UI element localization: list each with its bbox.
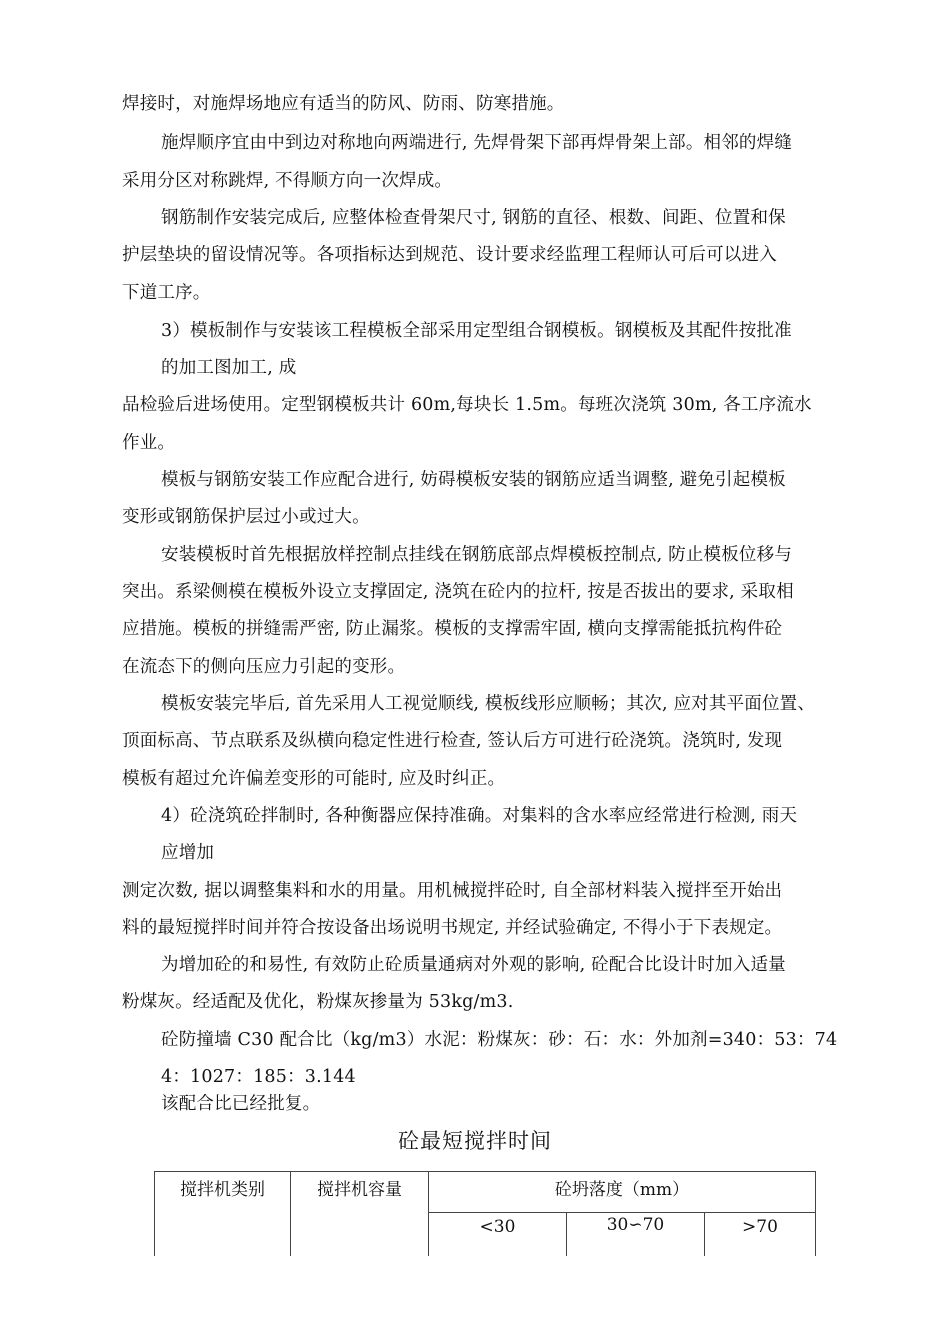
paragraph-line: 3）模板制作与安装该工程模板全部采用定型组合钢模板。钢模板及其配件按批准: [161, 321, 792, 341]
paragraph-line: 突出。系梁侧模在模板外设立支撑固定, 浇筑在砼内的拉杆, 按是否拔出的要求, 采取相: [122, 582, 794, 602]
paragraph-line: 的加工图加工, 成: [161, 358, 297, 378]
header-capacity: 搅拌机容量: [291, 1172, 429, 1257]
paragraph-line: 模板与钢筋安装工作应配合进行, 妨碍模板安装的钢筋应适当调整, 避免引起模板: [161, 470, 786, 490]
paragraph-line: 砼防撞墙 C30 配合比（kg/m3）水泥：粉煤灰：砂：石：水：外加剂=340：53：74: [161, 1030, 838, 1050]
paragraph-line: 模板有超过允许偏差变形的可能时, 应及时纠正。: [122, 769, 506, 789]
paragraph-line: 施焊顺序宜由中到边对称地向两端进行, 先焊骨架下部再焊骨架上部。相邻的焊缝: [161, 133, 793, 153]
paragraph-line: 钢筋制作安装完成后, 应整体检查骨架尺寸, 钢筋的直径、根数、间距、位置和保: [161, 208, 786, 228]
paragraph-line: 该配合比已经批复。: [161, 1094, 321, 1114]
paragraph-line: 顶面标高、节点联系及纵横向稳定性进行检查, 签认后方可进行砼浇筑。浇筑时, 发现: [122, 731, 783, 751]
header-slump: 砼坍落度（mm）: [429, 1172, 816, 1213]
header-slump-30-70: 30∽70: [567, 1213, 705, 1256]
header-slump-gt70: >70: [705, 1213, 816, 1256]
paragraph-line: 粉煤灰。经适配及优化，粉煤灰掺量为 53kg/m3.: [122, 992, 514, 1012]
paragraph-line: 在流态下的侧向压应力引起的变形。: [122, 657, 406, 677]
paragraph-line: 应措施。模板的拼缝需严密, 防止漏浆。模板的支撑需牢固, 横向支撑需能抵抗构件砼: [122, 619, 783, 639]
paragraph-line: 护层垫块的留设情况等。各项指标达到规范、设计要求经监理工程师认可后可以进入: [122, 245, 777, 265]
paragraph-line: 作业。: [122, 433, 176, 453]
paragraph-line: 料的最短搅拌时间并符合按设备出场说明书规定, 并经试验确定, 不得小于下表规定。: [122, 918, 783, 938]
paragraph-line: 下道工序。: [122, 283, 211, 303]
paragraph-line: 应增加: [161, 843, 215, 863]
paragraph-line: 为增加砼的和易性, 有效防止砼质量通病对外观的影响, 砼配合比设计时加入适量: [161, 955, 786, 975]
table-title: 砼最短搅拌时间: [398, 1129, 552, 1153]
header-machine-type: 搅拌机类别: [155, 1172, 291, 1257]
paragraph-line: 4：1027：185：3.144: [161, 1067, 356, 1087]
paragraph-line: 焊接时，对施焊场地应有适当的防风、防雨、防寒措施。: [122, 94, 565, 114]
paragraph-line: 采用分区对称跳焊, 不得顺方向一次焊成。: [122, 171, 453, 191]
mixing-time-table: [154, 1171, 816, 1256]
paragraph-line: 4）砼浇筑砼拌制时, 各种衡器应保持准确。对集料的含水率应经常进行检测, 雨天: [161, 806, 798, 826]
header-slump-lt30: <30: [429, 1213, 567, 1256]
paragraph-line: 品检验后进场使用。定型钢模板共计 60m,每块长 1.5m。每班次浇筑 30m, 各工序流水: [122, 395, 812, 415]
paragraph-line: 变形或钢筋保护层过小或过大。: [122, 507, 370, 527]
paragraph-line: 模板安装完毕后, 首先采用人工视觉顺线, 模板线形应顺畅；其次, 应对其平面位置、: [161, 694, 816, 714]
paragraph-line: 安装模板时首先根据放样控制点挂线在钢筋底部点焊模板控制点, 防止模板位移与: [161, 545, 793, 565]
paragraph-line: 测定次数, 据以调整集料和水的用量。用机械搅拌砼时, 自全部材料装入搅拌至开始出: [122, 881, 783, 901]
